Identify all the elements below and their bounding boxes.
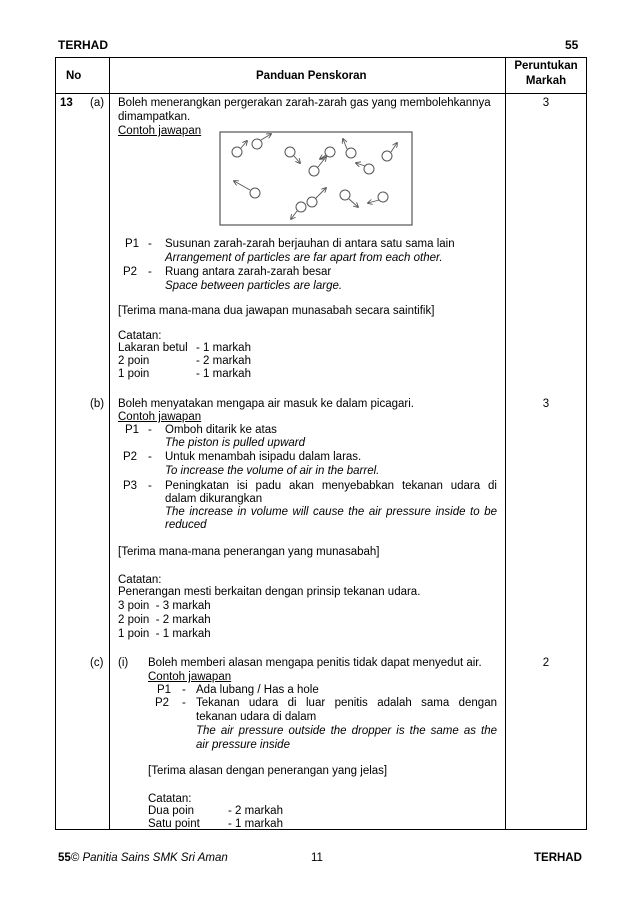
gas-particle bbox=[296, 202, 306, 212]
part-b-p2-english: To increase the volume of air in the barrel. bbox=[165, 465, 380, 477]
part-c-p2-dash: - bbox=[182, 697, 186, 709]
column-header-no: No bbox=[66, 70, 82, 82]
part-a-p1-text: Susunan zarah-zarah berjauhan di antara satu sama lain bbox=[165, 238, 455, 250]
part-b-p1-english: The piston is pulled upward bbox=[165, 437, 305, 449]
container-box bbox=[220, 132, 412, 225]
part-b-p3-label: P3 bbox=[123, 480, 138, 492]
part-c-p2-english-line2: air pressure inside bbox=[196, 739, 290, 751]
footer-left bbox=[58, 852, 228, 864]
part-b-label: (b) bbox=[90, 398, 105, 410]
part-c-notes-title: Catatan: bbox=[148, 793, 192, 805]
part-a-note-value: - 2 markah bbox=[196, 355, 251, 367]
part-c-p2-english-line1: The air pressure outside the dropper is the same as the bbox=[196, 725, 497, 737]
part-a-p2-label: P2 bbox=[123, 266, 138, 278]
part-b-p3-text-line1: Peningkatan isi padu akan menyebabkan tekanan udara di bbox=[165, 480, 497, 492]
part-b-sample-heading: Contoh jawapan bbox=[118, 411, 202, 423]
part-a-note-key: Lakaran betul bbox=[118, 342, 188, 354]
part-c-marks: 2 bbox=[542, 657, 550, 669]
part-a-p2-text: Ruang antara zarah-zarah besar bbox=[165, 266, 332, 278]
gas-particle bbox=[232, 147, 242, 157]
part-c-label: (c) bbox=[90, 657, 104, 669]
gas-particle bbox=[382, 151, 392, 161]
part-c-note-key: Satu point bbox=[148, 818, 200, 830]
part-b-p3-english-line2: reduced bbox=[165, 519, 207, 531]
part-a-p1-dash: - bbox=[148, 238, 152, 250]
gas-particle bbox=[252, 139, 262, 149]
part-c-note-key: Dua poin bbox=[148, 805, 195, 817]
part-b-p1-text: Omboh ditarik ke atas bbox=[165, 424, 277, 436]
part-a-p2-english: Space between particles are large. bbox=[165, 280, 343, 292]
column-divider-1 bbox=[109, 58, 110, 829]
part-b-note: 2 poin - 2 markah bbox=[118, 614, 211, 626]
part-a-note-value: - 1 markah bbox=[196, 342, 251, 354]
gas-particle bbox=[325, 147, 335, 157]
part-b-note: 1 poin - 1 markah bbox=[118, 628, 211, 640]
column-header-marks-line1: Peruntukan bbox=[514, 60, 578, 72]
part-b-p2-label: P2 bbox=[123, 451, 138, 463]
part-a-p1-label: P1 bbox=[125, 238, 140, 250]
part-c-note-value: - 1 markah bbox=[228, 818, 283, 830]
gas-particle bbox=[364, 164, 374, 174]
part-a-accept-note: [Terima mana-mana dua jawapan munasabah secara saintifik] bbox=[118, 305, 435, 317]
question-number: 13 bbox=[60, 97, 73, 109]
part-c-p1-text: Ada lubang / Has a hole bbox=[196, 684, 319, 696]
part-c-accept-note: [Terima alasan dengan penerangan yang jelas] bbox=[148, 765, 388, 777]
part-b-p2-dash: - bbox=[148, 451, 152, 463]
part-b-notes-title: Catatan: bbox=[118, 574, 162, 586]
footer-copyright: © Panitia Sains SMK Sri Aman bbox=[70, 852, 228, 864]
part-c-sample-heading: Contoh jawapan bbox=[148, 671, 232, 683]
part-b-p3-english-line1: The increase in volume will cause the air pressure inside to be bbox=[165, 506, 497, 518]
part-b-notes-line: Penerangan mesti berkaitan dengan prinsip tekanan udara. bbox=[118, 586, 421, 598]
part-c-p1-label: P1 bbox=[157, 684, 172, 696]
gas-particle bbox=[378, 192, 388, 202]
header-page-number: 55 bbox=[565, 38, 579, 52]
part-a-sample-heading: Contoh jawapan bbox=[118, 125, 202, 137]
part-b-p3-text-line2: dalam dikurangkan bbox=[165, 493, 263, 505]
part-a-marks: 3 bbox=[542, 97, 550, 109]
part-b-p3-dash: - bbox=[148, 480, 152, 492]
footer-page-number: 11 bbox=[311, 852, 323, 864]
part-a-p2-dash: - bbox=[148, 266, 152, 278]
part-a-p1-english: Arrangement of particles are far apart from each other. bbox=[165, 252, 443, 264]
gas-particles-diagram bbox=[219, 131, 413, 226]
part-a-criterion-line1: Boleh menerangkan pergerakan zarah-zarah gas yang membolehkannya bbox=[118, 97, 491, 109]
part-c-p2-text-line1: Tekanan udara di luar penitis adalah sama dengan bbox=[196, 697, 497, 709]
part-c-p1-dash: - bbox=[182, 684, 186, 696]
part-c-criterion: Boleh memberi alasan mengapa penitis tidak dapat menyedut air. bbox=[148, 657, 482, 669]
part-a-label: (a) bbox=[90, 97, 105, 109]
part-c-p2-text-line2: tekanan udara di dalam bbox=[196, 711, 317, 723]
gas-particle bbox=[250, 188, 260, 198]
part-b-p2-text: Untuk menambah isipadu dalam laras. bbox=[165, 451, 362, 463]
column-divider-2 bbox=[505, 58, 506, 829]
part-a-note-value: - 1 markah bbox=[196, 368, 251, 380]
part-c-note-value: - 2 markah bbox=[228, 805, 283, 817]
part-a-notes-title: Catatan: bbox=[118, 330, 162, 342]
part-a-note-key: 2 poin bbox=[118, 355, 150, 367]
part-b-criterion: Boleh menyatakan mengapa air masuk ke dalam picagari. bbox=[118, 398, 414, 410]
footer-classification: TERHAD bbox=[534, 852, 582, 864]
part-b-note: 3 poin - 3 markah bbox=[118, 600, 211, 612]
part-a-criterion-line2: dimampatkan. bbox=[118, 111, 191, 123]
column-header-marks-line2: Markah bbox=[525, 75, 567, 87]
header-row-divider bbox=[56, 93, 586, 94]
part-c-p2-label: P2 bbox=[155, 697, 170, 709]
part-b-accept-note: [Terima mana-mana penerangan yang munasabah] bbox=[118, 546, 380, 558]
column-header-guide: Panduan Penskoran bbox=[256, 70, 367, 82]
header-classification: TERHAD bbox=[58, 38, 108, 52]
part-a-note-key: 1 poin bbox=[118, 368, 150, 380]
gas-particle bbox=[346, 148, 356, 158]
part-b-p1-dash: - bbox=[148, 424, 152, 436]
gas-particle bbox=[309, 166, 319, 176]
gas-particle bbox=[340, 190, 350, 200]
part-b-p1-label: P1 bbox=[125, 424, 140, 436]
gas-particle bbox=[307, 197, 317, 207]
footer-page-code: 55 bbox=[58, 852, 71, 864]
gas-particle bbox=[285, 147, 295, 157]
part-b-marks: 3 bbox=[542, 398, 550, 410]
part-c-sub-label: (i) bbox=[118, 657, 129, 669]
